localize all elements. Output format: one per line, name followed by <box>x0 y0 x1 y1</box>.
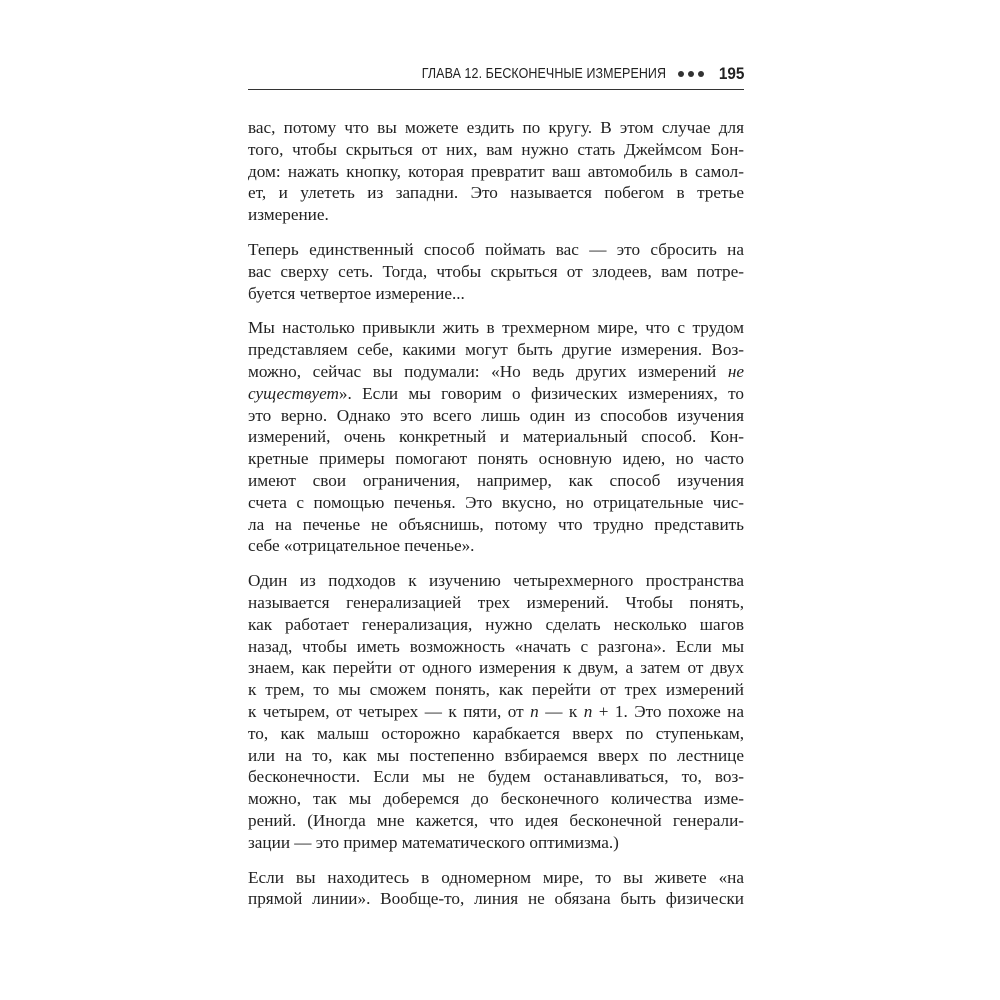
text-line: Если вы находитесь в одномерном мире, то вы живете «на <box>248 867 744 887</box>
text-line: измерений, очень конкретный и материальный способ. Кон- <box>248 427 744 447</box>
text-line: называется генерализацией трех измерений. Чтобы понять, <box>248 592 744 612</box>
text-line: того, чтобы скрыться от них, вам нужно стать Джеймсом Бон- <box>248 139 744 159</box>
paragraph <box>248 867 744 911</box>
text-line: себе «отрицательное печенье». <box>248 536 475 556</box>
text-line: ла на печенье не объяснишь, потому что трудно представить <box>248 514 744 534</box>
text-line: ет, и улететь из западни. Это называется побегом в третье <box>248 183 744 203</box>
text-line <box>248 701 744 723</box>
text-line: вас, потому что вы можете ездить по кругу. В этом случае для <box>248 118 744 137</box>
text-line: прямой линии». Вообще-то, линия не обязана быть физически <box>248 889 744 909</box>
text-line: кретные примеры помогают понять основную идею, но часто <box>248 449 744 469</box>
text-run: к четырем, от четырех — к пяти, от <box>248 701 531 721</box>
text-run: ». Если мы говорим о физических измерениях, то <box>338 383 744 403</box>
text-line: к трем, то мы сможем понять, как перейти от трех измерений <box>248 680 744 700</box>
text-line: дом: нажать кнопку, которая превратит ваш автомобиль в самол- <box>248 161 744 181</box>
text-line: или на то, как мы постепенно взбираемся вверх по лестнице <box>248 745 744 765</box>
text-line: это верно. Однако это всего лишь один из способов изучения <box>248 405 744 425</box>
italic-text: n <box>583 701 593 721</box>
paragraph <box>248 239 744 304</box>
paragraph <box>248 317 744 557</box>
text-line: Теперь единственный способ поймать вас — это сбросить на <box>248 239 744 259</box>
paragraph <box>248 117 744 226</box>
text-run: можно, сейчас вы подумали: «Но ведь других измерений <box>248 361 728 381</box>
running-header <box>248 62 744 90</box>
text-line <box>248 361 744 383</box>
italic-text: не <box>727 361 744 381</box>
text-line: вас сверху сеть. Тогда, чтобы скрыться от злодеев, вам потре- <box>248 261 744 281</box>
italic-text: существует <box>248 383 339 403</box>
paragraph <box>248 570 744 853</box>
chapter-title: ГЛАВА 12. БЕСКОНЕЧНЫЕ ИЗМЕРЕНИЯ <box>421 65 666 82</box>
text-line: как работает генерализация, нужно сделать несколько шагов <box>248 614 744 634</box>
body-text <box>248 117 744 923</box>
text-line <box>248 383 744 405</box>
text-line: представляем себе, какими могут быть другие измерения. Воз- <box>248 340 744 360</box>
text-run: — к <box>538 701 584 721</box>
text-line: можно, так мы доберемся до бесконечного количества изме- <box>248 789 744 809</box>
text-line: имеют свои ограничения, например, как способ изучения <box>248 470 744 490</box>
text-line: рений. (Иногда мне кажется, что идея бесконечной генерали- <box>248 810 744 830</box>
text-line: знаем, как перейти от одного измерения к двум, а затем от двух <box>248 658 744 678</box>
page-number: 195 <box>718 63 744 83</box>
text-line: счета с помощью печенья. Это вкусно, но отрицательные чис- <box>248 492 744 512</box>
text-line: зации — это пример математического оптимизма.) <box>248 832 619 852</box>
text-line: бесконечности. Если мы не будем останавливаться, то, воз- <box>248 767 744 787</box>
text-line: буется четвертое измерение... <box>248 283 465 303</box>
dots-ornament-icon <box>678 71 704 77</box>
text-line: то, как малыш осторожно карабкается вверх по ступенькам, <box>248 723 744 743</box>
text-line: назад, чтобы иметь возможность «начать с разгона». Если мы <box>248 636 744 656</box>
text-run: + 1. Это похоже на <box>592 701 744 721</box>
text-line: Один из подходов к изучению четырехмерного пространства <box>248 571 744 591</box>
text-line: Мы настолько привыкли жить в трехмерном мире, что с трудом <box>248 318 744 338</box>
italic-text: n <box>530 701 539 721</box>
text-line: измерение. <box>248 205 329 225</box>
